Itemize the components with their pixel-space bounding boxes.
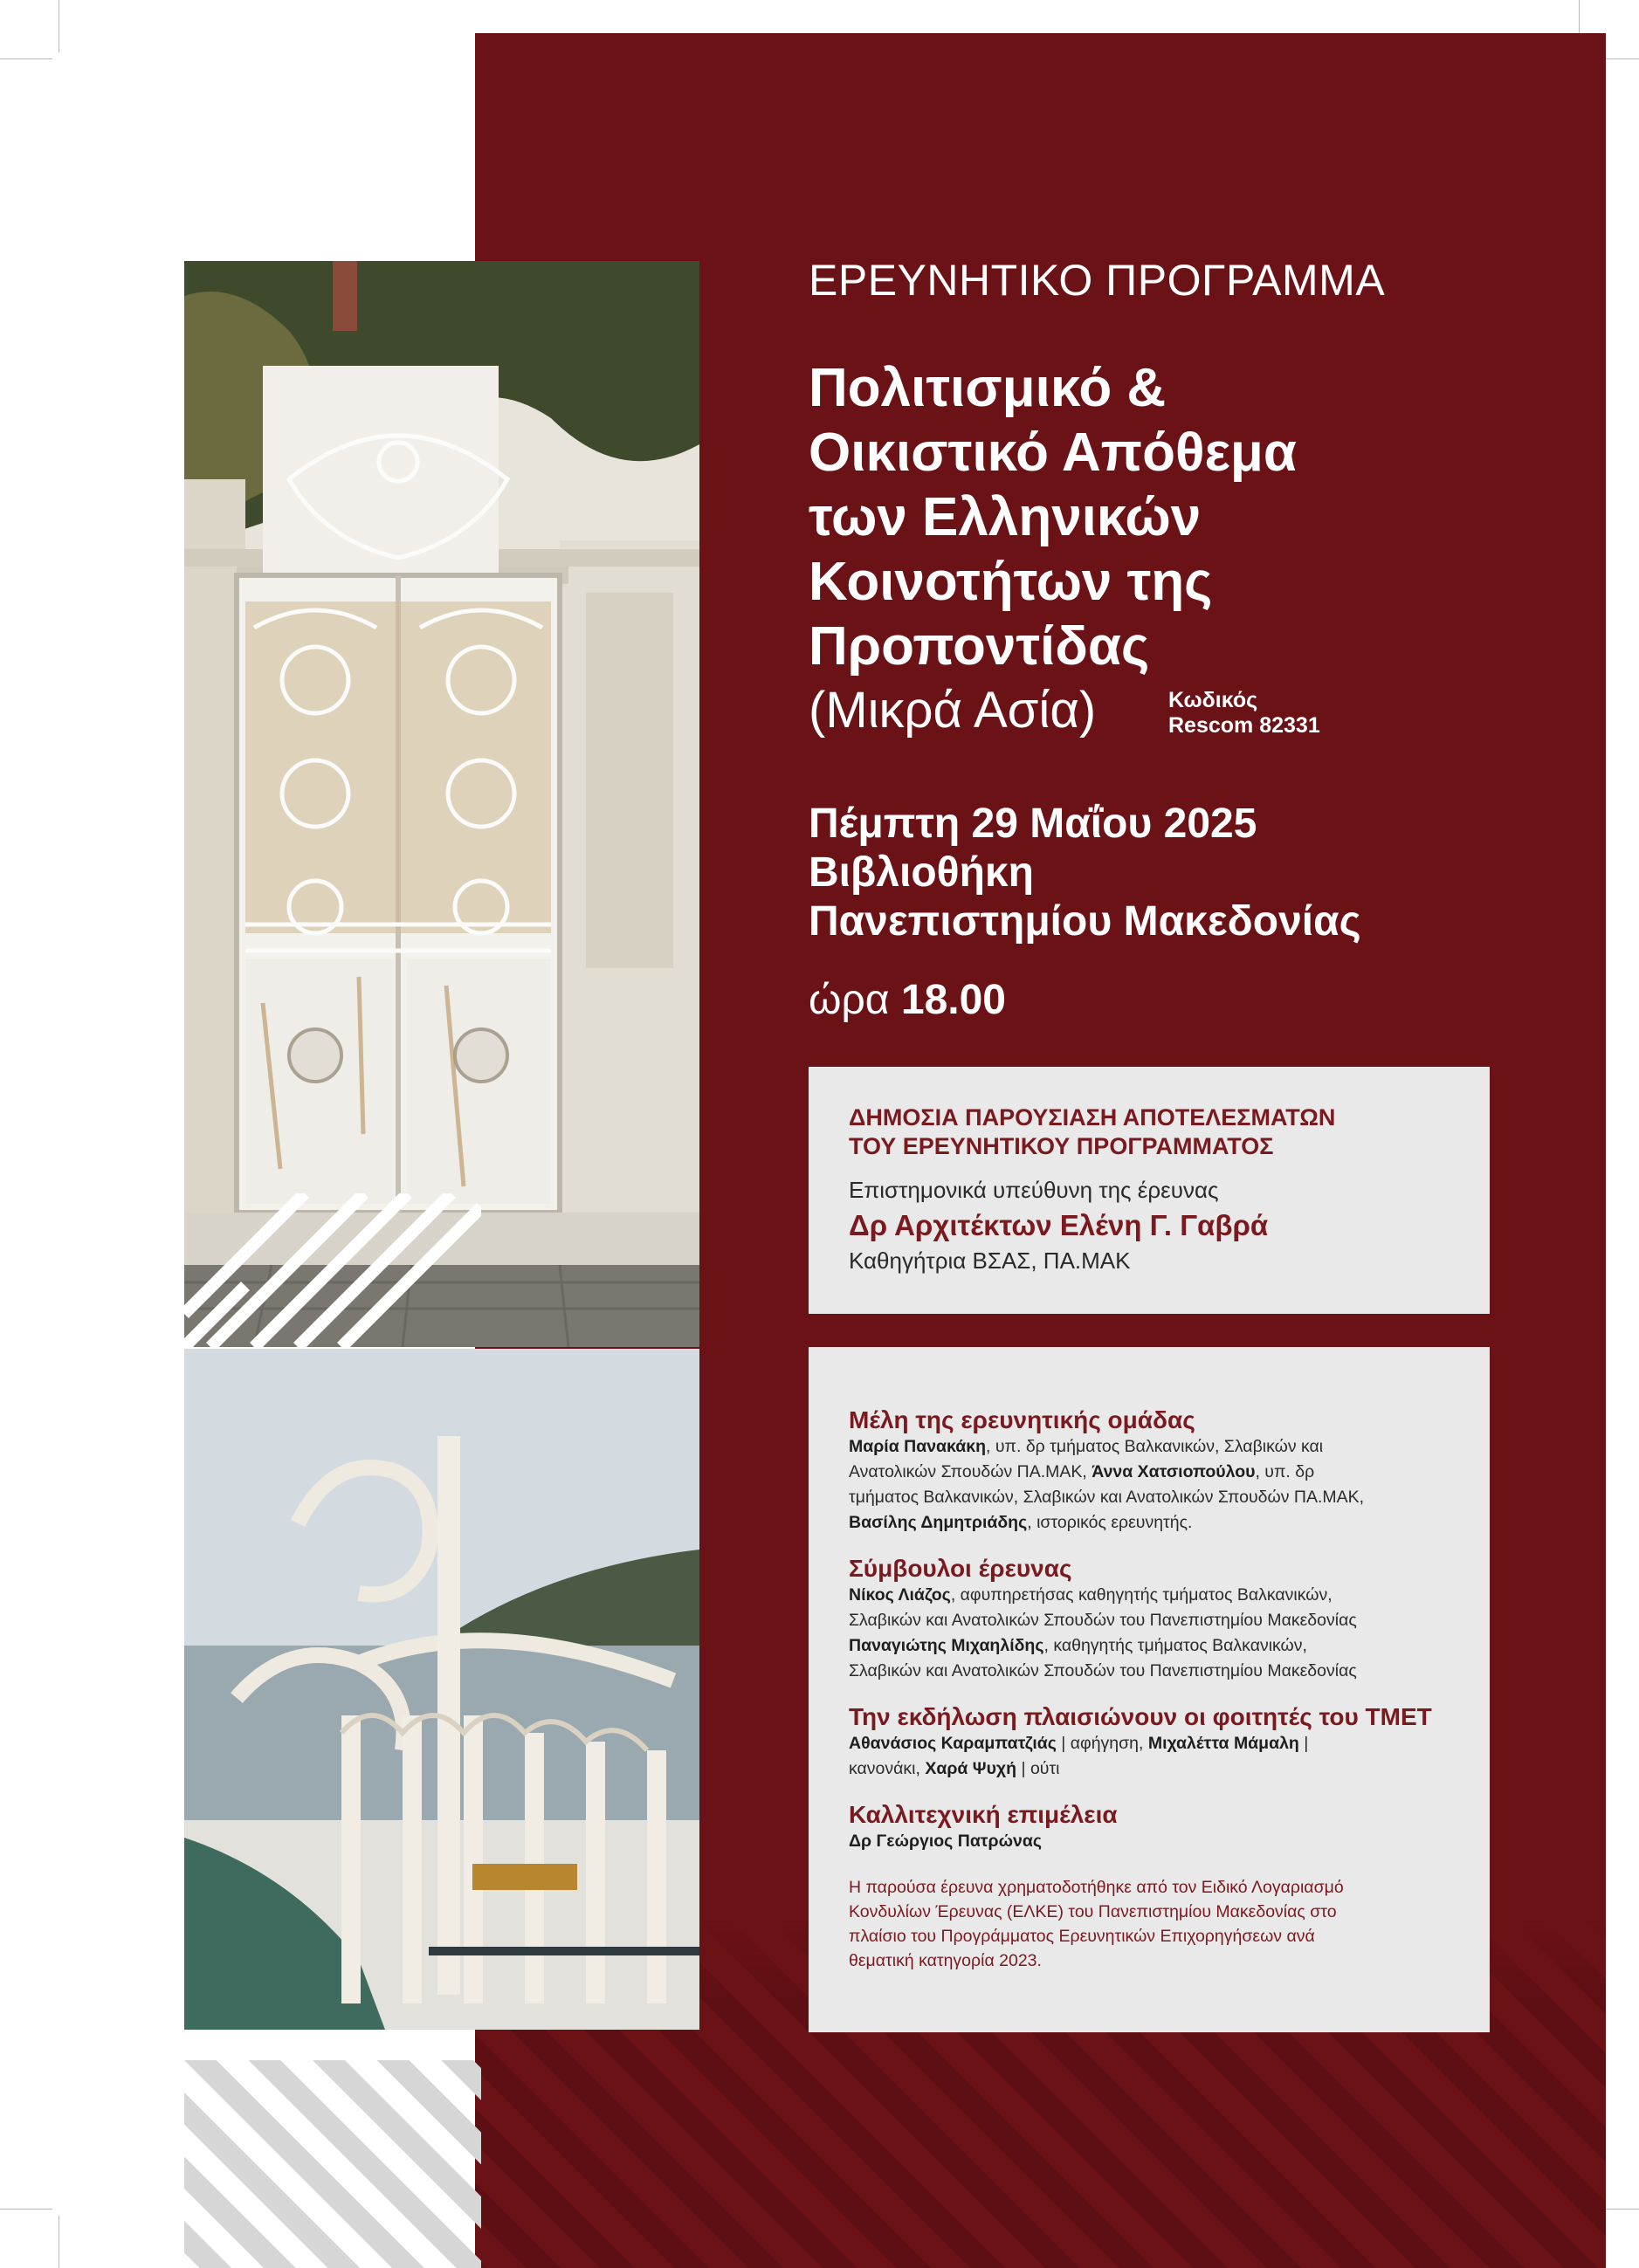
crop-mark-tl-h [0, 58, 52, 59]
program-eyebrow: ΕΡΕΥΝΗΤΙΚΟ ΠΡΟΓΡΑΜΜΑ [809, 256, 1386, 305]
advisor-desc: Σλαβικών και Ανατολικών Σπουδών του Πανεπιστημίου Μακεδονίας [849, 1611, 1357, 1630]
lead-position: Καθηγήτρια ΒΣΑΣ, ΠΑ.ΜΑΚ [849, 1247, 1131, 1274]
member-desc: , υπ. δρ τμήματος Βαλκανικών, Σλαβικών και [986, 1437, 1324, 1456]
event-date: Πέμπτη 29 Μαΐου 2025 [809, 801, 1257, 847]
member-desc: , ιστορικός ερευνητής. [1027, 1513, 1193, 1532]
lead-name: Δρ Αρχιτέκτων Ελένη Γ. Γαβρά [849, 1209, 1269, 1241]
advisor-name: Νίκος Λιάζος [849, 1585, 951, 1605]
art-section [849, 1801, 1455, 1854]
funding-line: θεματική κατηγορία 2023. [849, 1951, 1042, 1970]
student-name: Αθανάσιος Καραμπατζιάς [849, 1734, 1057, 1753]
heading-line: ΔΗΜΟΣΙΑ ΠΑΡΟΥΣΙΑΣΗ ΑΠΟΤΕΛΕΣΜΑΤΩΝ [849, 1104, 1336, 1131]
student-role: | ούτι [1016, 1759, 1060, 1778]
credits-box [809, 1347, 1490, 2032]
lead-role: Επιστημονικά υπεύθυνη της έρευνας [849, 1177, 1219, 1203]
member-desc: , υπ. δρ [1255, 1462, 1315, 1481]
member-name: Άννα Χατσιοπούλου [1092, 1462, 1256, 1481]
crop-mark-bl-h [0, 2209, 52, 2210]
member-name: Βασίλης Δημητριάδης [849, 1513, 1028, 1532]
student-name: Χαρά Ψυχή [925, 1759, 1017, 1778]
funding-note [849, 1875, 1455, 1973]
member-name: Μαρία Πανακάκη [849, 1437, 987, 1456]
students-section [849, 1703, 1455, 1782]
student-role: | [1298, 1734, 1309, 1753]
advisor-name: Παναγιώτης Μιχαηλίδης [849, 1636, 1044, 1655]
advisor-line [849, 1608, 1455, 1633]
advisor-line [849, 1633, 1455, 1659]
program-title [809, 356, 1472, 679]
event-date-venue [809, 800, 1490, 946]
heading-line: ΤΟΥ ΕΡΕΥΝΗΤΙΚΟΥ ΠΡΟΓΡΑΜΜΑΤΟΣ [849, 1133, 1274, 1159]
student-line [849, 1756, 1455, 1782]
art-name: Δρ Γεώργιος Πατρώνας [849, 1832, 1043, 1851]
white-stripes [184, 1193, 481, 1347]
presentation-heading [849, 1103, 1455, 1161]
team-line [849, 1510, 1455, 1536]
event-venue-line2: Πανεπιστημίου Μακεδονίας [809, 898, 1361, 945]
student-role: κανονάκι, [849, 1759, 926, 1778]
student-name: Μιχαλέττα Μάμαλη [1147, 1734, 1299, 1753]
subtitle-row [809, 681, 1320, 739]
advisor-line [849, 1583, 1455, 1608]
advisor-desc: Σλαβικών και Ανατολικών Σπουδών του Πανεπιστημίου Μακεδονίας [849, 1661, 1357, 1680]
presentation-box [809, 1067, 1490, 1314]
student-line [849, 1731, 1455, 1756]
art-line [849, 1829, 1455, 1854]
students-heading: Την εκδήλωση πλαισιώνουν οι φοιτητές του ΤΜΕΤ [849, 1703, 1432, 1730]
gate-photo [184, 261, 699, 1347]
member-desc: τμήματος Βαλκανικών, Σλαβικών και Ανατολικών Σπουδών ΠΑ.ΜΑΚ, [849, 1488, 1365, 1507]
seaside-gate-photo [184, 1349, 699, 2030]
code-label: Κωδικός [1168, 688, 1258, 712]
art-heading: Καλλιτεχνική επιμέλεια [849, 1801, 1118, 1828]
student-role: | αφήγηση, [1056, 1734, 1148, 1753]
grey-stripes [184, 2060, 481, 2268]
event-time [809, 976, 1006, 1024]
title-line: Προποντίδας [809, 616, 1150, 677]
advisor-desc: , καθηγητής τμήματος Βαλκανικών, [1043, 1636, 1307, 1655]
title-line: Πολιτισμικό & [809, 358, 1167, 418]
time-prefix: ώρα [809, 977, 890, 1023]
team-heading: Μέλη της ερευνητικής ομάδας [849, 1406, 1195, 1433]
team-line [849, 1434, 1455, 1460]
title-line: των Ελληνικών [809, 487, 1202, 547]
subtitle: (Μικρά Ασία) [809, 682, 1097, 739]
team-line [849, 1485, 1455, 1510]
code-value: Rescom 82331 [1168, 713, 1320, 738]
title-line: Κοινοτήτων της [809, 552, 1213, 612]
time-value: 18.00 [900, 977, 1006, 1023]
advisors-section [849, 1555, 1455, 1684]
event-venue-line1: Βιβλιοθήκη [809, 849, 1034, 896]
member-desc: Ανατολικών Σπουδών ΠΑ.ΜΑΚ, [849, 1462, 1092, 1481]
team-line [849, 1460, 1455, 1485]
advisors-heading: Σύμβουλοι έρευνας [849, 1555, 1072, 1582]
team-section [849, 1406, 1455, 1536]
funding-line: πλαίσιο του Προγράμματος Ερευνητικών Επιχορηγήσεων ανά [849, 1927, 1315, 1946]
funding-line: Η παρούσα έρευνα χρηματοδοτήθηκε από τον Ειδικό Λογαριασμό [849, 1878, 1344, 1897]
advisor-desc: , αφυπηρετήσας καθηγητής τμήματος Βαλκανικών, [950, 1585, 1333, 1605]
program-code [1168, 688, 1320, 739]
funding-line: Κονδυλίων Έρευνας (ΕΛΚΕ) του Πανεπιστημίου Μακεδονίας στο [849, 1902, 1337, 1921]
title-line: Οικιστικό Απόθεμα [809, 423, 1297, 483]
advisor-line [849, 1659, 1455, 1684]
